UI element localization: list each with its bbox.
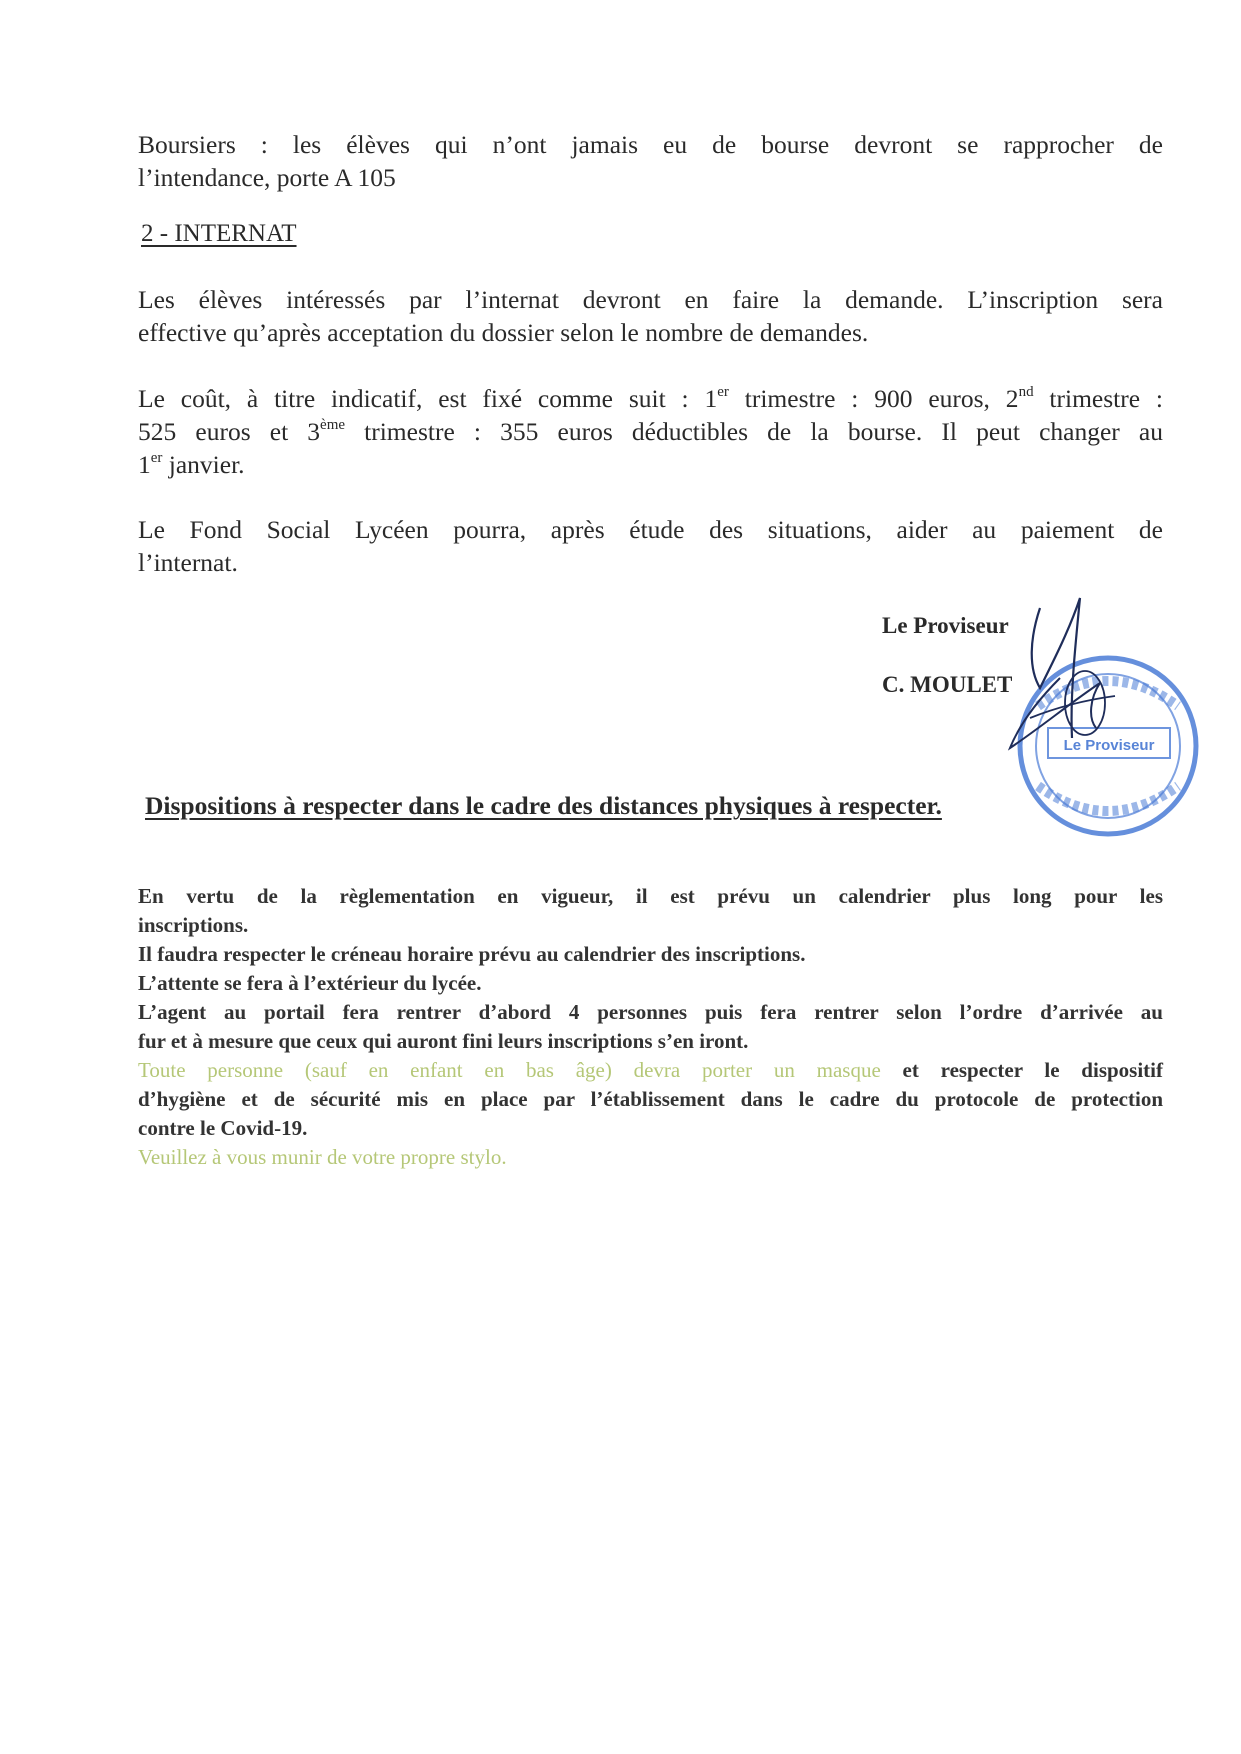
dispositions-line-6: fur et à mesure que ceux qui auront fini leurs inscriptions s’en iront. (138, 1029, 749, 1053)
handwritten-signature-icon (1000, 588, 1150, 768)
internat-request-line-1: Les élèves intéressés par l’internat devront en faire la demande. L’inscription sera (138, 285, 1163, 314)
internat-request-line-2: effective qu’après acceptation du dossier selon le nombre de demandes. (138, 318, 869, 347)
cost-line-1: Le coût, à titre indicatif, est fixé comme suit : 1er trimestre : 900 euros, 2nd trimestre : (138, 383, 1164, 413)
cost-line-3: 1er janvier. (138, 449, 245, 479)
dispositions-body (138, 882, 1163, 1172)
signature-name: C. MOULET (882, 672, 1013, 697)
fond-social-line-1: Le Fond Social Lycéen pourra, après étude des situations, aider au paiement de (138, 515, 1163, 544)
internat-heading: 2 - INTERNAT (141, 220, 297, 247)
dispositions-line-8: d’hygiène et de sécurité mis en place par l’établissement dans le cadre du protocole de protection (138, 1087, 1163, 1111)
boursiers-line-2: l’intendance, porte A 105 (138, 163, 396, 192)
dispositions-line-5: L’agent au portail fera rentrer d’abord 4 personnes puis fera rentrer selon l’ordre d’arrivée au (138, 1000, 1163, 1024)
dispositions-heading: Dispositions à respecter dans le cadre des distances physiques à respecter. (145, 791, 942, 820)
fond-social-line-2: l’internat. (138, 548, 238, 577)
svg-text:Le Proviseur: Le Proviseur (1063, 737, 1155, 754)
signature-title: Le Proviseur (882, 613, 1009, 638)
dispositions-line-7: Toute personne (sauf en enfant en bas âge) devra porter un masque et respecter le dispositif (138, 1058, 1163, 1082)
pen-reminder-highlight: Veuillez à vous munir de votre propre stylo. (138, 1145, 507, 1169)
boursiers-line-1: Boursiers : les élèves qui n’ont jamais eu de bourse devront se rapprocher de (138, 130, 1163, 159)
internat-cost-paragraph (138, 382, 1163, 481)
boursiers-paragraph (138, 128, 1163, 194)
dispositions-line-4: L’attente se fera à l’extérieur du lycée. (138, 971, 482, 995)
cost-line-2: 525 euros et 3ème trimestre : 355 euros déductibles de la bourse. Il peut changer au (138, 416, 1163, 446)
mask-requirement-highlight: Toute personne (sauf en enfant en bas âge) devra porter un masque (138, 1058, 881, 1082)
internat-request-paragraph (138, 283, 1163, 349)
dispositions-line-3: Il faudra respecter le créneau horaire prévu au calendrier des inscriptions. (138, 942, 806, 966)
dispositions-line-1: En vertu de la règlementation en vigueur, il est prévu un calendrier plus long pour les (138, 884, 1163, 908)
fond-social-paragraph (138, 513, 1163, 579)
dispositions-line-9: contre le Covid-19. (138, 1116, 308, 1140)
dispositions-line-2: inscriptions. (138, 913, 249, 937)
